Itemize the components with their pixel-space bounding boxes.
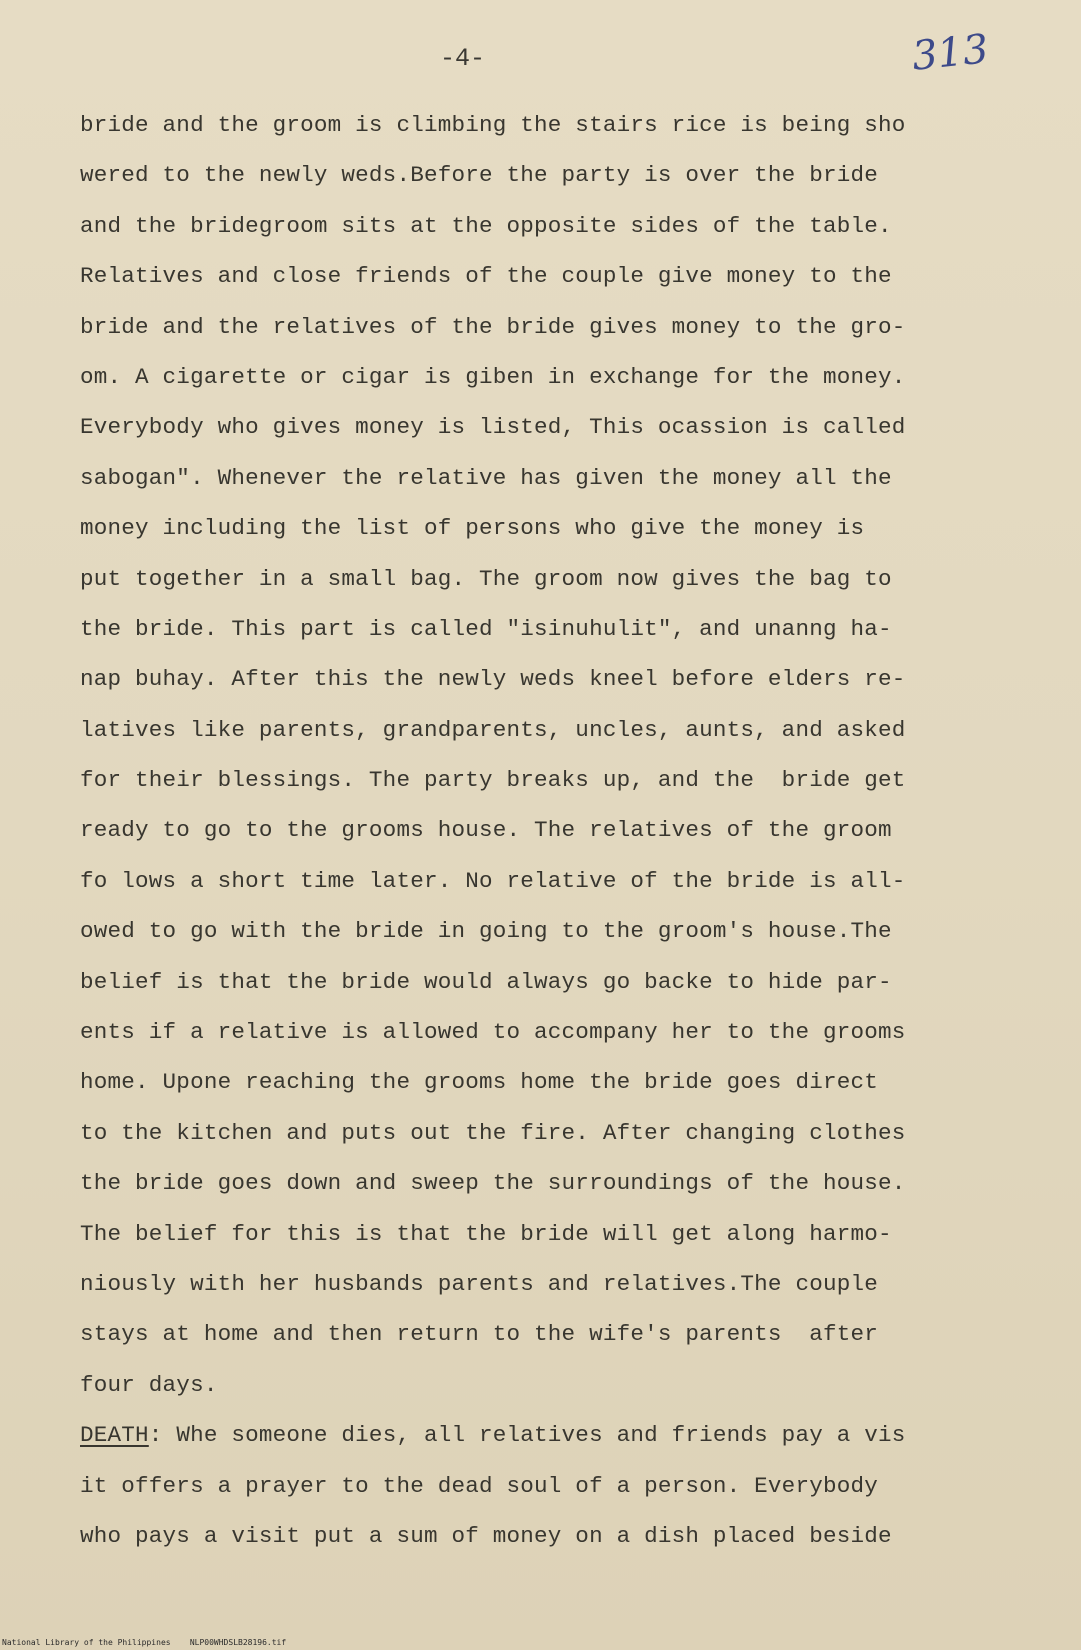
handwritten-folio-number: 313 — [909, 26, 991, 80]
text-line: who pays a visit put a sum of money on a dish placed beside — [80, 1522, 892, 1549]
text-line: latives like parents, grandparents, uncles, aunts, and asked — [80, 716, 906, 743]
text-line: belief is that the bride would always go backe to hide par- — [80, 968, 892, 995]
text-line: for their blessings. The party breaks up, and the bride get — [80, 767, 906, 794]
text-line: ready to go to the grooms house. The relatives of the groom — [80, 817, 892, 844]
text-line: money including the list of persons who give the money is — [80, 515, 865, 542]
death-line-text: : Whe someone dies, all relatives and friends pay a vis — [148, 1422, 906, 1449]
text-line: om. A cigarette or cigar is giben in exchange for the money. — [80, 363, 906, 390]
text-line: and the bridegroom sits at the opposite sides of the table. — [80, 212, 892, 239]
text-line: Relatives and close friends of the couple give money to the — [80, 263, 892, 290]
text-line: home. Upone reaching the grooms home the bride goes direct — [80, 1069, 878, 1096]
text-line: owed to go with the bride in going to the groom's house.The — [80, 918, 892, 945]
text-line: four days. — [80, 1371, 218, 1398]
text-line: stays at home and then return to the wife's parents after — [80, 1321, 878, 1348]
text-line: ents if a relative is allowed to accompany her to the grooms — [80, 1019, 906, 1046]
text-line: sabogan". Whenever the relative has given the money all the — [80, 464, 892, 491]
death-section-first-line — [80, 1410, 1010, 1460]
death-heading: DEATH — [80, 1422, 149, 1449]
text-line: bride and the relatives of the bride gives money to the gro- — [80, 313, 906, 340]
archive-footer: National Library of the Philippines NLP00WHDSLB28196.tif — [2, 1638, 287, 1647]
text-line: wered to the newly weds.Before the party is over the bride — [80, 162, 878, 189]
text-line: put together in a small bag. The groom now gives the bag to — [80, 565, 892, 592]
typed-body-text — [80, 100, 1010, 1561]
text-line: fo lows a short time later. No relative of the bride is all- — [80, 867, 906, 894]
text-line: the bride goes down and sweep the surroundings of the house. — [80, 1170, 906, 1197]
text-line: bride and the groom is climbing the stairs rice is being sho — [80, 112, 906, 138]
text-line: Everybody who gives money is listed, This ocassion is called — [80, 414, 906, 441]
text-line: the bride. This part is called "isinuhulit", and unanng ha- — [80, 615, 892, 642]
page-number: -4- — [440, 44, 486, 73]
text-line: nap buhay. After this the newly weds kneel before elders re- — [80, 666, 906, 693]
text-line: niously with her husbands parents and relatives.The couple — [80, 1270, 878, 1297]
text-line: it offers a prayer to the dead soul of a person. Everybody — [80, 1472, 878, 1499]
text-line: The belief for this is that the bride will get along harmo- — [80, 1220, 892, 1247]
text-line: to the kitchen and puts out the fire. After changing clothes — [80, 1119, 906, 1146]
